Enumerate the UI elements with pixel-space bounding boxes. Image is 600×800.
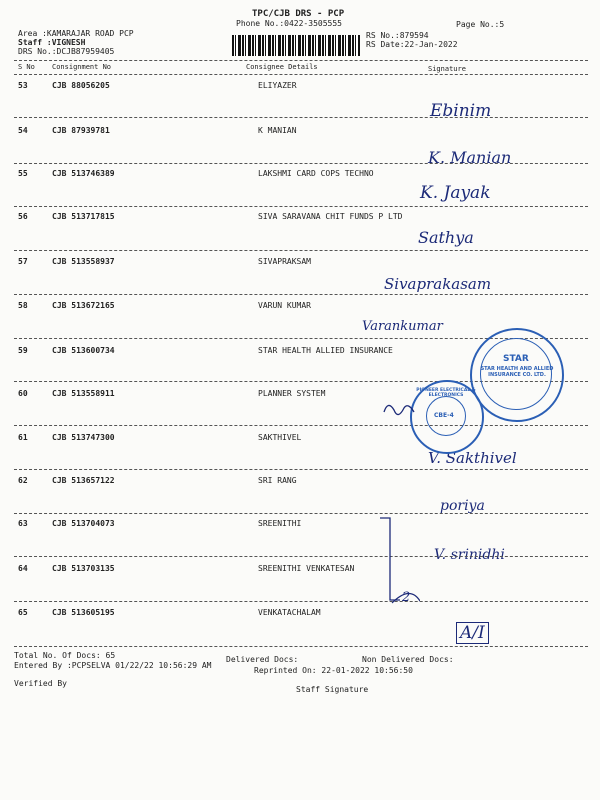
- row-sno: 54: [18, 126, 28, 135]
- entered-by: Entered By :PCPSELVA 01/22/22 10:56:29 AM: [14, 661, 212, 670]
- row-sno: 59: [18, 346, 28, 355]
- row-consignee: SREENITHI VENKATESAN: [258, 564, 355, 573]
- divider: [14, 117, 588, 118]
- row-sno: 53: [18, 81, 28, 90]
- row-consignee: VARUN KUMAR: [258, 301, 311, 310]
- table-row: [0, 606, 600, 650]
- divider: [14, 425, 588, 426]
- row-consignment: CJB 513605195: [52, 608, 115, 617]
- row-sno: 55: [18, 169, 28, 178]
- row-consignment: CJB 513717815: [52, 212, 115, 221]
- table-row: [0, 474, 600, 518]
- divider: [14, 60, 588, 61]
- star-health-stamp: STAR HEALTH AND ALLIED INSURANCE CO. LTD. STAR: [470, 328, 564, 422]
- divider: [14, 469, 588, 470]
- total-docs: Total No. Of Docs: 65: [14, 651, 116, 660]
- table-row: [0, 562, 600, 606]
- row-signature: K. Manian: [428, 148, 512, 167]
- divider: [14, 206, 588, 207]
- row-signature: Sathya: [418, 228, 474, 247]
- row-signature: Varankumar: [362, 319, 443, 334]
- non-delivered-docs: Non Delivered Docs:: [362, 655, 454, 664]
- divider: [14, 250, 588, 251]
- row-sno: 62: [18, 476, 28, 485]
- rs-date: RS Date:22-Jan-2022: [366, 40, 458, 49]
- row-consignee: SRI RANG: [258, 476, 297, 485]
- row-signature: V. Sakthivel: [428, 449, 517, 467]
- row-sno: 61: [18, 433, 28, 442]
- divider: [14, 556, 588, 557]
- row-sno: 57: [18, 257, 28, 266]
- row-signature: A/I: [456, 622, 489, 644]
- table-row: [0, 167, 600, 211]
- report-title: TPC/CJB DRS - PCP: [252, 9, 345, 19]
- row-signature: Sivaprakasam: [384, 275, 492, 293]
- row-consignment: CJB 513558911: [52, 389, 115, 398]
- row-consignee: SIVA SARAVANA CHIT FUNDS P LTD: [258, 212, 403, 221]
- row-sno: 63: [18, 519, 28, 528]
- row-sno: 64: [18, 564, 28, 573]
- area-label: Area :KAMARAJAR ROAD PCP: [18, 29, 134, 38]
- row-consignment: CJB 88056205: [52, 81, 110, 90]
- col-signature: Signature: [428, 65, 466, 73]
- row-consignee: SAKTHIVEL: [258, 433, 302, 442]
- table-row: [0, 210, 600, 254]
- rs-number: RS No.:879594: [366, 31, 429, 40]
- row-consignee: SREENITHI: [258, 519, 302, 528]
- row-sno: 56: [18, 212, 28, 221]
- row-consignee: ELIYAZER: [258, 81, 297, 90]
- reprinted-on: Reprinted On: 22-01-2022 10:56:50: [254, 666, 413, 675]
- barcode: [232, 35, 360, 56]
- row-consignment: CJB 513746389: [52, 169, 115, 178]
- row-consignment: CJB 513704073: [52, 519, 115, 528]
- phone-number: Phone No.:0422-3505555: [236, 19, 342, 28]
- divider: [14, 646, 588, 647]
- col-consignment: Consignment No: [52, 63, 112, 71]
- verified-by: Verified By: [14, 679, 67, 688]
- row-sno: 65: [18, 608, 28, 617]
- row-signature: Ebinim: [430, 101, 492, 121]
- pioneer-stamp: PIONEER ELECTRICAL & ELECTRONICS CBE-4: [410, 380, 484, 454]
- row-signature: K. Jayak: [420, 183, 491, 203]
- row-consignee: STAR HEALTH ALLIED INSURANCE: [258, 346, 393, 355]
- staff-label: Staff :VIGNESH: [18, 38, 86, 47]
- row-consignee: VENKATACHALAM: [258, 608, 321, 617]
- row-sno: 58: [18, 301, 28, 310]
- row-consignment: CJB 87939781: [52, 126, 110, 135]
- row-consignee: SIVAPRAKSAM: [258, 257, 311, 266]
- divider: [14, 294, 588, 295]
- drs-number: DRS No.:DCJB87959405: [18, 47, 115, 56]
- row-consignment: CJB 513558937: [52, 257, 115, 266]
- table-row: [0, 255, 600, 299]
- row-consignment: CJB 513657122: [52, 476, 115, 485]
- row-consignment: CJB 513672165: [52, 301, 115, 310]
- table-row: [0, 124, 600, 168]
- row-signature: V. srinidhi: [434, 547, 505, 563]
- row-consignment: CJB 513703135: [52, 564, 115, 573]
- row-sno: 60: [18, 389, 28, 398]
- table-row: [0, 517, 600, 561]
- col-consignee: Consignee Details: [246, 63, 318, 71]
- staff-signature: Staff Signature: [296, 685, 369, 694]
- row-consignment: CJB 513600734: [52, 346, 115, 355]
- row-consignee: LAKSHMI CARD COPS TECHNO: [258, 169, 374, 178]
- row-signature: poriya: [440, 498, 485, 514]
- bracket-mark: [370, 515, 420, 610]
- divider: [14, 513, 588, 514]
- row-consignee: PLANNER SYSTEM: [258, 389, 326, 398]
- divider: [14, 601, 588, 602]
- row-signature: 2: [402, 590, 411, 605]
- row-consignee: K MANIAN: [258, 126, 297, 135]
- delivered-docs: Delivered Docs:: [226, 655, 299, 664]
- col-sno: S No: [18, 63, 35, 71]
- divider: [14, 74, 588, 75]
- row-consignment: CJB 513747300: [52, 433, 115, 442]
- scribble-signature: [380, 398, 420, 424]
- divider: [14, 163, 588, 164]
- page-number: Page No.:5: [456, 20, 505, 29]
